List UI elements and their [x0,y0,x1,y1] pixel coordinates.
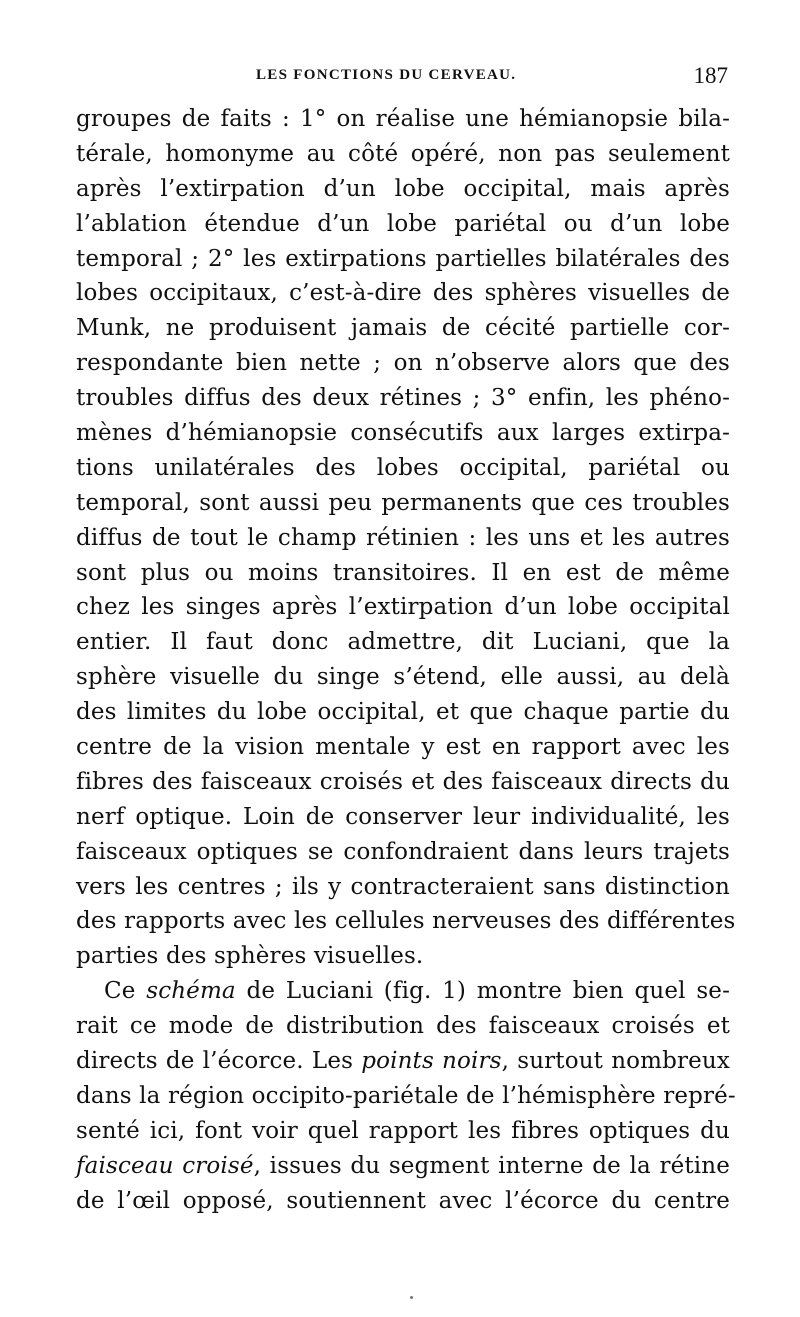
text-line: des limites du lobe occipital, et que chaque partie du [76,699,730,726]
text-line: sphère visuelle du singe s’étend, elle aussi, au delà [76,664,730,691]
text-line: dans la région occipito-pariétale de l’hémisphère repré- [76,1082,736,1109]
text-run: directs de l’écorce. Les [76,1048,362,1075]
text-line: fibres des faisceaux croisés et des faisceaux directs du [76,768,730,795]
text-line: groupes de faits : 1° on réalise une hémianopsie bila- [76,106,730,132]
text-line: de l’œil opposé, soutiennent avec l’écorce du centre [76,1187,730,1214]
page-number: 187 [693,63,728,88]
text-line: temporal ; 2° les extirpations partielles bilatérales des [76,245,730,272]
text-line: faisceaux optiques se confondraient dans leurs trajets [76,838,730,865]
italic-term: schéma [146,978,236,1005]
text-run: Ce [104,978,147,1005]
text-line: temporal, sont aussi peu permanents que ces troubles [76,489,730,516]
paper-speck [410,1296,413,1299]
paragraph-1 [76,102,736,974]
text-line: diffus de tout le champ rétinien : les uns et les autres [76,524,730,551]
text-line: lobes occipitaux, c’est-à-dire des sphères visuelles de [76,280,730,307]
running-title: LES FONCTIONS DU CERVEAU. [256,67,517,83]
text-run: , surtout nombreux [501,1048,730,1075]
text-run: de Luciani (fig. 1) montre bien quel se- [235,978,730,1005]
text-line: centre de la vision mentale y est en rapport avec les [76,734,730,761]
text-line [76,974,730,1009]
text-run: , issues du segment interne de la rétine [253,1152,730,1179]
text-line: tions unilatérales des lobes occipital, pariétal ou [76,454,730,481]
text-line: Munk, ne produisent jamais de cécité partielle cor- [76,315,730,342]
text-line: des rapports avec les cellules nerveuses des différentes [76,908,736,935]
body-text [76,102,736,1219]
text-line: senté ici, font voir quel rapport les fibres optiques du [76,1117,730,1144]
text-line: après l’extirpation d’un lobe occipital, mais après [76,175,730,202]
text-line: rait ce mode de distribution des faisceaux croisés et [76,1013,730,1040]
italic-term: points noirs [361,1048,502,1075]
running-head [76,63,728,89]
text-line: chez les singes après l’extirpation d’un lobe occipital [76,594,730,621]
text-line: nerf optique. Loin de conserver leur individualité, les [76,803,730,830]
text-line: troubles diffus des deux rétines ; 3° enfin, les phéno- [76,385,730,412]
text-line [76,1044,730,1079]
text-line: parties des sphères visuelles. [76,943,424,970]
text-line: sont plus ou moins transitoires. Il en est de même [76,559,730,586]
text-line: vers les centres ; ils y contracteraient sans distinction [76,873,730,900]
text-line: respondante bien nette ; on n’observe alors que des [76,350,730,377]
text-line: mènes d’hémianopsie consécutifs aux larges extirpa- [76,420,730,447]
text-line [76,1149,730,1184]
text-line: l’ablation étendue d’un lobe pariétal ou d’un lobe [76,210,730,237]
paragraph-2 [76,974,736,1218]
text-line: térale, homonyme au côté opéré, non pas seulement [76,140,730,167]
italic-term: faisceau croisé [76,1152,254,1179]
text-line: entier. Il faut donc admettre, dit Luciani, que la [76,629,730,656]
